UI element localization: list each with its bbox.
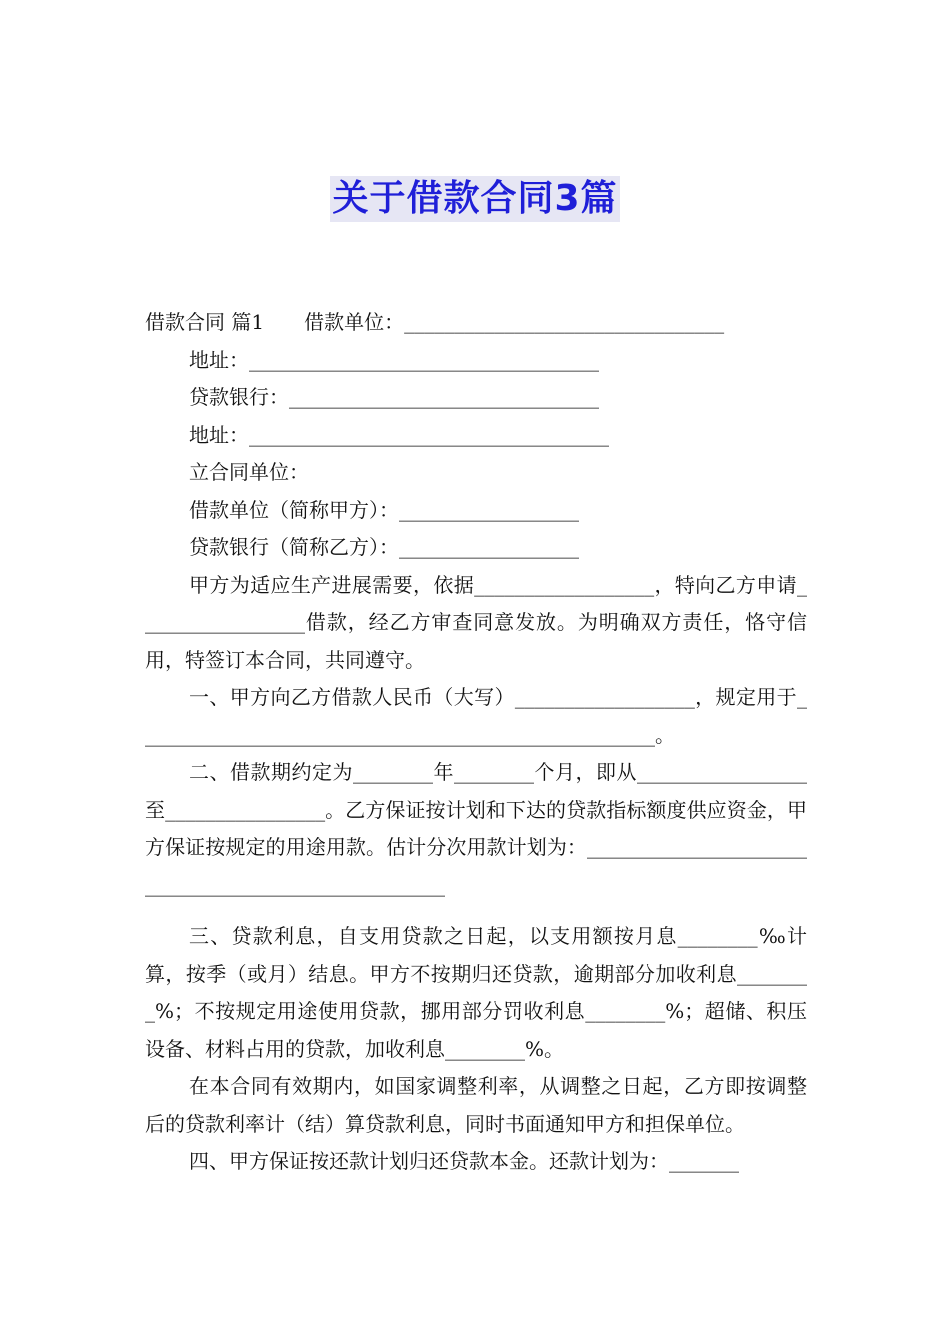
header-line <box>145 304 807 342</box>
contracting-parties-label: 立合同单位： <box>189 460 309 484</box>
intro-paragraph: 甲方为适应生产进展需要，依据__________________，特向乙方申请_________________借款，经乙方审查同意发放。为明确双方责任，恪守信用，特签订本合同，共同遵守。 <box>145 572 807 672</box>
title-container <box>0 176 950 222</box>
address-field-1: 地址：___________________________________ <box>189 347 599 372</box>
rate-adjust-paragraph: 在本合同有效期内，如国家调整利率，从调整之日起，乙方即按调整后的贷款利率计（结）算贷款利息，同时书面通知甲方和担保单位。 <box>145 1074 807 1136</box>
clause-3: 三、贷款利息，自支用贷款之日起，以支用额按月息________‰计算，按季（或月）结息。甲方不按期归还贷款，逾期部分加收利息________%；不按规定用途使用贷款，挪用部分罚收利息________%；超储、积压设备、材料占用的贷款，加收利息________%。 <box>145 924 807 1061</box>
clause-1: 一、甲方向乙方借款人民币（大写）__________________，规定用于____________________________________________________。 <box>145 685 807 747</box>
party-a-field: 借款单位（简称甲方）：__________________ <box>189 497 579 522</box>
document-body <box>145 304 807 1181</box>
lending-bank-field: 贷款银行：_______________________________ <box>189 385 599 409</box>
borrower-unit-field: 借款单位：________________________________ <box>304 310 725 334</box>
address-field-2: 地址：____________________________________ <box>189 422 609 447</box>
party-b-field: 贷款银行（简称乙方）：__________________ <box>189 535 579 559</box>
clause-2: 二、借款期约定为________年________个月，即从_________________至________________。乙方保证按计划和下达的贷款指标额度供应资金，甲方保证按规定的用途用款。估计分次用款计划为：____________________________________________________ <box>145 760 807 897</box>
section-label: 借款合同 篇1 <box>145 310 265 334</box>
document-title: 关于借款合同3篇 <box>330 176 619 222</box>
clause-4: 四、甲方保证按还款计划归还贷款本金。还款计划为：_______ <box>189 1149 739 1173</box>
